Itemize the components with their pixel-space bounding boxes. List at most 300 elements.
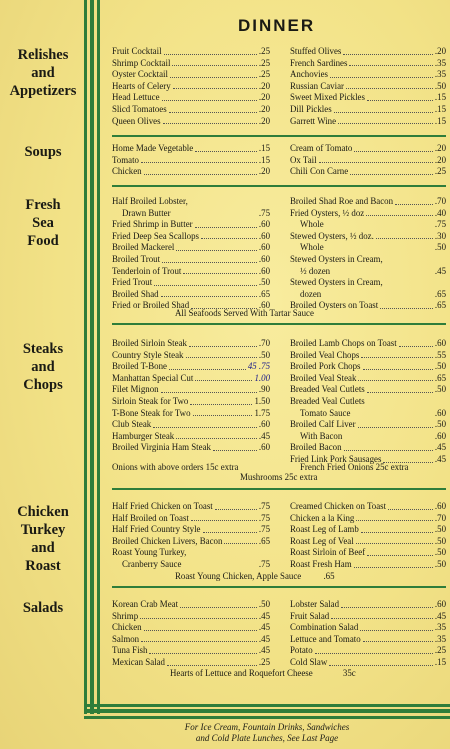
menu-item-name: Fried Trout [112,277,153,288]
dot-leader [141,155,257,164]
menu-item-name: Tomato [112,154,139,165]
menu-item-name: Broiled Virginia Ham Steak [112,442,211,453]
relishes-right-list [290,46,446,127]
section-divider [112,185,446,187]
menu-item [112,373,270,385]
steaks-note-mushrooms: Mushrooms 25c extra [240,472,318,482]
menu-item-name: Broiled Pork Chops [290,361,361,372]
menu-item-price: .60 [258,242,270,253]
dot-leader [330,69,433,78]
menu-item-name: Fried Deep Sea Scallops [112,230,200,241]
menu-item-price: .25 [434,166,446,177]
menu-item-price: .30 [434,230,446,241]
menu-item-price: .60 [258,230,270,241]
category-chicken [2,503,84,575]
dot-leader [395,196,433,205]
dot-leader [176,242,257,251]
category-soups: Soups [24,144,62,160]
menu-item-name: Roast Young Turkey, [112,547,187,558]
menu-item-price: .25 [258,69,270,80]
menu-item [290,208,446,220]
category-label: Steaks [22,341,64,357]
dot-leader [319,155,433,164]
menu-item-price: .90 [258,384,270,395]
dot-leader [190,396,252,405]
green-rule [84,704,450,707]
salads-note-text: Hearts of Lettuce and Roquefort Cheese [170,668,313,678]
menu-item-name: Country Style Steak [112,349,184,360]
dot-leader [366,208,433,217]
dot-leader [140,611,257,620]
menu-item [112,384,270,396]
menu-item [290,547,446,559]
menu-item-name: Chicken [112,622,142,633]
menu-item-name: Fruit Cocktail [112,46,162,56]
dot-leader [164,46,257,55]
menu-item [290,559,446,571]
dot-leader [332,266,433,275]
menu-item-price: .50 [434,547,446,558]
dot-leader [169,104,257,113]
dot-leader [329,657,433,666]
menu-item [112,81,270,93]
dot-leader [350,166,433,175]
dot-leader [153,419,257,428]
menu-title: DINNER [238,16,316,35]
dot-leader [363,634,433,643]
category-relishes [2,46,84,100]
menu-item [290,599,446,611]
menu-item-price: .20 [258,103,270,114]
menu-item-price: 1.50 [254,395,270,406]
menu-item-name: Shrimp Cocktail [112,57,171,68]
menu-item-price: .45 [258,633,270,644]
menu-item-name: Korean Crab Meat [112,599,179,609]
menu-item-name: Hearts of Celery [112,80,171,91]
menu-item-name: Half Broiled Lobster, [112,196,188,206]
menu-item-name: T-Bone Steak for Two [112,407,191,418]
category-label: Food [27,233,59,249]
dot-leader [363,361,433,370]
dot-leader [338,116,433,125]
menu-item [112,289,270,301]
menu-item [290,350,446,362]
menu-item [112,46,270,58]
menu-item-price: .45 [434,265,446,276]
menu-item-name: Broiled Shad Roe and Bacon [290,196,394,206]
menu-item [290,58,446,70]
menu-item [290,219,446,231]
menu-item-price: .75 [258,558,270,569]
menu-item-price: .50 [434,524,446,535]
chicken-note [175,571,335,581]
menu-item-name: Whole [300,219,324,230]
dot-leader [399,338,433,347]
menu-item [290,166,446,178]
dot-leader [162,92,257,101]
dot-leader [380,300,433,309]
menu-item-price: .50 [258,277,270,288]
menu-item [290,81,446,93]
dot-leader [172,58,256,67]
dot-leader [191,513,257,522]
menu-item [112,338,270,350]
menu-item-price: .50 [434,361,446,372]
soups-right-list [290,143,446,178]
dot-leader [376,231,433,240]
dot-leader [203,524,257,533]
menu-item-price: .60 [434,430,446,441]
menu-item-price: .25 [434,645,446,656]
menu-item-price: .75 [258,524,270,535]
menu-item-name: Broiled Mackerel [112,242,175,253]
section-divider [112,488,446,490]
steaks-right-list [290,338,446,466]
dot-leader [352,408,433,417]
menu-item [290,524,446,536]
menu-item [290,46,446,58]
category-label: Chicken [17,504,69,520]
salads-right-list [290,599,446,669]
menu-item-name: Chili Con Carne [290,166,349,177]
dot-leader [385,254,444,263]
dot-leader [346,81,433,90]
dot-leader [173,208,257,217]
menu-item-price: .60 [258,442,270,453]
menu-item-name: Ox Tail [290,154,317,165]
menu-item [112,277,270,289]
menu-item [112,92,270,104]
menu-item-price: 1.00 [254,372,270,383]
category-label: and [31,65,55,81]
menu-item-name: Broiled Veal Steak [290,372,357,383]
menu-item [290,104,446,116]
menu-item-price: 45 .75 [247,361,270,372]
menu-item-price: .25 [258,656,270,667]
menu-item-price: .15 [258,154,270,165]
menu-item-name: Lettuce and Tomato [290,633,361,644]
menu-item [112,513,270,525]
dot-leader [213,442,257,451]
menu-item [290,231,446,243]
salads-note-price: 35c [342,668,356,678]
menu-item-name: Stewed Oysters, ½ doz. [290,230,374,241]
menu-item [290,69,446,81]
menu-item-name: dozen [300,288,322,299]
menu-item-price: .50 [258,349,270,360]
menu-item [112,242,270,254]
menu-item [290,513,446,525]
menu-item-name: Salmon [112,633,140,644]
menu-item-price: .60 [258,265,270,276]
menu-item-price: .60 [434,501,446,511]
menu-item [112,501,270,513]
menu-item-price: .55 [434,349,446,360]
menu-item-price: .20 [258,115,270,126]
menu-item-price: .20 [258,166,270,177]
menu-item-name: Potato [290,645,313,656]
dot-leader [189,338,257,347]
menu-item-name: Broiled Bacon [290,442,342,453]
menu-item-price: .15 [258,143,270,153]
green-rule [84,716,450,719]
menu-item [290,501,446,513]
menu-item-name: Breaded Veal Cutlets [290,395,365,406]
menu-item-price: .60 [258,419,270,430]
seafood-note: All Seafoods Served With Tartar Sauce [175,308,314,318]
menu-item-name: Filet Mignon [112,384,159,395]
menu-item-price: .20 [434,143,446,153]
menu-item-price: .15 [434,115,446,126]
dot-leader [186,350,257,359]
menu-item-name: Cream of Tomato [290,143,353,153]
menu-item-name: Sweet Mixed Pickles [290,92,365,103]
menu-item-price: .45 [258,610,270,621]
dot-leader [326,242,433,251]
menu-item-name: Lobster Salad [290,599,340,609]
menu-item-price: .50 [258,599,270,609]
dot-leader [358,419,433,428]
menu-item-price: .15 [434,92,446,103]
menu-item [290,266,446,278]
category-label: and [31,540,55,556]
dot-leader [144,622,257,631]
footer-line-2: and Cold Plate Lunches, See Last Page [195,733,339,743]
category-label: Appetizers [9,83,77,99]
menu-item [112,645,270,657]
green-rule [84,709,450,713]
menu-item [290,196,446,208]
dot-leader [356,536,433,545]
dot-leader [344,442,433,451]
menu-item-name: Tomato Sauce [300,407,351,418]
category-label: Fresh [25,197,61,213]
menu-item-name: Broiled T-Bone [112,361,167,372]
menu-item [112,104,270,116]
menu-item [290,657,446,669]
menu-item [290,396,446,408]
dot-leader [367,92,433,101]
salads-left-list [112,599,270,669]
menu-item-price: .15 [434,656,446,667]
category-label: Turkey [20,522,66,538]
menu-item [112,208,270,220]
menu-item-name: Stewed Oysters in Cream, [290,277,383,288]
green-rule [97,0,100,714]
menu-item-price: .40 [434,207,446,218]
dot-leader [170,69,257,78]
dot-leader [354,559,433,568]
menu-item [112,431,270,443]
dot-leader [334,104,433,113]
dot-leader [190,196,268,205]
menu-item-price: .35 [434,622,446,633]
dot-leader [354,143,433,152]
menu-item-price: 1.75 [254,407,270,418]
menu-item [290,92,446,104]
menu-item [112,419,270,431]
menu-item-name: Dill Pickles [290,103,332,114]
menu-item [290,634,446,646]
menu-item-price: .50 [434,419,446,430]
menu-item-price: .75 [434,219,446,230]
menu-item [290,622,446,634]
category-salads: Salads [22,600,64,616]
menu-item-name: Fried or Broiled Shad [112,300,190,311]
dot-leader [183,266,257,275]
dot-leader [149,645,256,654]
menu-item [290,442,446,454]
menu-item-name: Cold Slaw [290,656,328,667]
menu-item-price: .50 [434,558,446,569]
menu-item [112,442,270,454]
menu-item-name: Mexican Salad [112,656,165,667]
category-label: Chops [23,377,63,393]
chicken-note-text: Roast Young Chicken, Apple Sauce [175,571,302,581]
menu-item [112,266,270,278]
category-label: Roast [25,558,61,574]
menu-item-name: Tuna Fish [112,645,148,656]
menu-item-name: Club Steak [112,419,152,430]
menu-item-name: Roast Fresh Ham [290,558,352,569]
menu-item-name: Head Lettuce [112,92,160,103]
menu-item-name: Broiled Veal Chops [290,349,360,360]
menu-item-name: Chicken a la King [290,512,355,523]
menu-item-name: Half Fried Chicken on Toast [112,501,213,511]
menu-item-name: Queen Olives [112,115,161,126]
menu-item [290,277,446,289]
dot-leader [367,384,433,393]
menu-item-name: Roast Leg of Lamb [290,524,359,535]
dot-leader [360,622,433,631]
menu-item-price: .75 [258,512,270,523]
section-divider [112,135,446,137]
menu-item [112,547,270,559]
dot-leader [141,634,257,643]
menu-item-price: .65 [434,372,446,383]
dot-leader [361,524,433,533]
menu-item [112,657,270,669]
seafood-right-list [290,196,446,312]
menu-item [290,116,446,128]
menu-item-price: .75 [258,501,270,511]
menu-item-name: Drawn Butter [122,207,171,218]
menu-item-name: Combination Salad [290,622,359,633]
menu-item [290,143,446,155]
soups-left-list [112,143,270,178]
menu-item-price: .45 [434,453,446,464]
menu-item-price: .65 [258,288,270,299]
menu-item-price: .20 [434,154,446,165]
menu-item [112,116,270,128]
menu-item-price: .60 [434,599,446,609]
dot-leader [162,254,257,263]
menu-item-name: Stuffed Olives [290,46,342,56]
menu-item-price: .70 [434,512,446,523]
menu-item-name: Slicd Tomatoes [112,103,167,114]
dot-leader [356,513,433,522]
menu-item-name: Half Broiled on Toast [112,512,189,523]
menu-item-name: Manhattan Special Cut [112,372,194,383]
dot-leader [161,384,257,393]
menu-item-name: Breaded Veal Cutlets [290,384,365,395]
menu-item-price: .65 [434,288,446,299]
dot-leader [323,289,433,298]
dot-leader [349,58,432,67]
menu-item-price: .35 [434,633,446,644]
menu-item [112,622,270,634]
menu-item-name: Fruit Salad [290,610,330,621]
menu-item-price: .50 [434,384,446,395]
dot-leader [161,289,257,298]
steaks-note-french-fried: French Fried Onions 25c extra [300,462,409,472]
menu-item [290,645,446,657]
menu-item-name: Oyster Cocktail [112,69,168,80]
menu-item-price: .45 [434,610,446,621]
dot-leader [367,547,433,556]
menu-item-name: Sirloin Steak for Two [112,395,189,406]
menu-item [112,219,270,231]
menu-item-price: .35 [434,69,446,80]
menu-item-name: Stewed Oysters in Cream, [290,253,383,264]
menu-item-name: Home Made Vegetable [112,143,194,153]
dot-leader [326,219,433,228]
menu-item [112,231,270,243]
menu-item [290,419,446,431]
dot-leader [183,559,257,568]
menu-item-price: .60 [258,219,270,230]
menu-item [112,536,270,548]
menu-item [290,155,446,167]
dot-leader [367,396,444,405]
category-seafood [2,196,84,250]
menu-item-price: .65 [258,535,270,546]
green-rule [90,0,94,714]
menu-item-name: Chicken [112,166,142,177]
menu-item-name: Creamed Chicken on Toast [290,501,387,511]
menu-item-name: Broiled Chicken Livers, Bacon [112,535,223,546]
menu-item [112,143,270,155]
menu-item-name: Roast Sirloin of Beef [290,547,366,558]
steaks-left-list [112,338,270,454]
menu-item-price: .45 [258,430,270,441]
menu-item [112,155,270,167]
menu-item [112,69,270,81]
menu-item-name: French Sardines [290,57,348,68]
menu-item-name: Tenderloin of Trout [112,265,182,276]
menu-item-name: Broiled Oysters on Toast [290,300,379,311]
section-divider [112,586,446,588]
menu-item [290,361,446,373]
dot-leader [188,547,268,556]
menu-item [112,524,270,536]
menu-item-price: .70 [258,338,270,348]
menu-item [112,396,270,408]
menu-item [290,338,446,350]
menu-item-name: Whole [300,242,324,253]
menu-item-name: Hamburger Steak [112,430,175,441]
menu-item-price: .70 [434,196,446,206]
dot-leader [195,373,252,382]
dot-leader [358,373,433,382]
menu-item-name: Broiled Trout [112,253,161,264]
menu-item [112,196,270,208]
dot-leader [144,166,257,175]
menu-item [290,611,446,623]
menu-item [112,559,270,571]
menu-item-price: .15 [434,103,446,114]
menu-item [112,611,270,623]
